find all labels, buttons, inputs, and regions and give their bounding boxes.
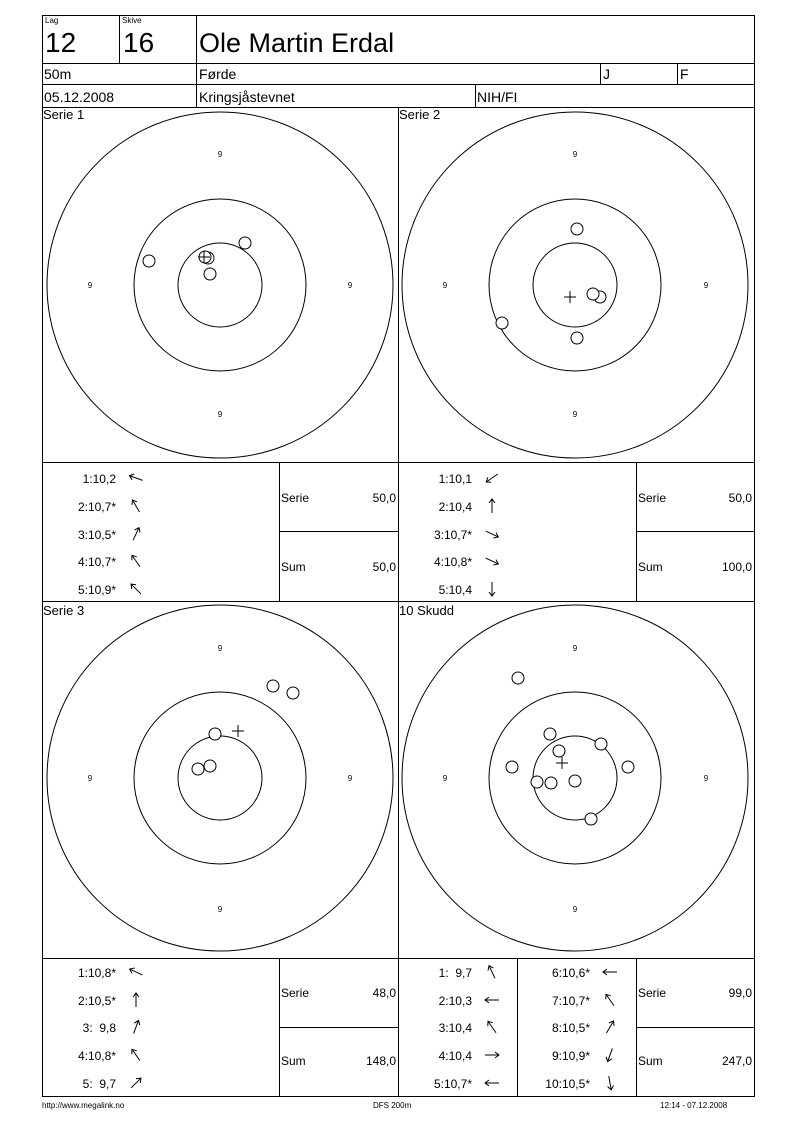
up-right-arrow [128,526,144,545]
panel-title: Serie 2 [399,107,441,122]
footer-timestamp: 12:14 - 07.12.2008 [660,1101,728,1110]
shot-row [48,1019,144,1038]
left-arrow [484,992,500,1011]
shot-row [404,470,500,489]
shot-value: 4:10,8* [77,1048,116,1063]
shot-value: 2:10,7* [77,499,116,514]
shot-row [404,1019,500,1038]
ring-label: 9 [347,281,353,290]
down-right-arrow [484,553,500,572]
ring-outer [47,112,393,458]
serie-value: 48,0 [372,986,396,1000]
ring-outer [402,112,748,458]
up-arrow [484,498,500,517]
group: NIH/FI [477,89,518,105]
sum-value: 100,0 [721,560,752,574]
shot-value: 4:10,8* [433,554,472,569]
shot-value: 10:10,5* [545,1076,590,1091]
panel-title: 10 Skudd [399,603,454,618]
class-b: F [680,66,689,82]
lag-value: 12 [45,27,77,58]
shot-value: 9:10,9* [551,1048,590,1063]
shot-row [520,1047,618,1066]
ring-label: 9 [703,774,709,783]
ring-label: 9 [347,774,353,783]
shot-hole [571,223,583,235]
shot-value: 8:10,5* [551,1020,590,1035]
up-right-arrow [128,1075,144,1094]
sum-value: 148,0 [365,1054,396,1068]
shot-hole [571,332,583,344]
ring-label: 9 [442,281,448,290]
shot-hole [553,745,565,757]
serie-label: Serie [638,986,667,1000]
center-mark [564,291,576,303]
sum-label: Sum [638,560,663,574]
shot-row [404,964,500,983]
shot-value: 2:10,4 [438,499,472,514]
shot-value: 5:10,7* [433,1076,472,1091]
ring-middle [134,199,306,371]
ring-label: 9 [217,410,223,419]
sum-value: 50,0 [372,560,396,574]
ring-outer [47,605,393,951]
ring-label: 9 [217,905,223,914]
serie-label: Serie [281,491,310,505]
down-left-arrow [484,470,500,489]
up-left-arrow [128,1047,144,1066]
shot-row [520,1019,618,1038]
center-mark [556,757,568,769]
shot-hole [506,761,518,773]
shot-hole [204,760,216,772]
up-right-arrow [602,1019,618,1038]
down-left-arrow [602,1047,618,1066]
shooter-name: Ole Martin Erdal [199,28,395,58]
shot-value: 4:10,4 [438,1048,472,1063]
shot-row [48,992,144,1011]
shot-row [404,992,500,1011]
ring-label: 9 [442,774,448,783]
shot-value: 3:10,5* [77,527,116,542]
left-arrow [128,964,144,983]
serie-value: 50,0 [728,491,752,505]
shot-value: 3:10,4 [438,1020,472,1035]
shot-value: 2:10,3 [438,993,472,1008]
sum-label: Sum [638,1054,663,1068]
shot-value: 5:10,9* [77,582,116,597]
skive-label: Skive [122,16,142,25]
shot-row [520,964,618,983]
shot-hole [512,672,524,684]
shot-hole [531,776,543,788]
shot-value: 6:10,6* [551,965,590,980]
down-right-arrow [484,526,500,545]
shot-row [48,581,144,600]
left-arrow [484,1075,500,1094]
up-left-arrow [128,553,144,572]
ring-inner [178,243,262,327]
shot-hole [287,687,299,699]
shot-hole [143,255,155,267]
shot-value: 5:10,4 [438,582,472,597]
shot-row [404,498,500,517]
shot-hole [192,763,204,775]
shot-row [404,526,500,545]
shot-hole [209,728,221,740]
right-arrow [484,1047,500,1066]
shot-hole [595,738,607,750]
event-name: Kringsjåstevnet [199,89,295,105]
serie-value: 50,0 [372,491,396,505]
ring-label: 9 [572,410,578,419]
ring-inner [178,736,262,820]
panel-title: Serie 3 [43,603,85,618]
class-a: J [603,66,610,82]
shot-row [404,581,500,600]
target-serie-3 [42,602,398,958]
shot-value: 5: 9,7 [82,1076,116,1091]
skive-value: 16 [123,27,155,58]
shot-value: 1:10,1 [438,471,472,486]
sum-label: Sum [281,1054,306,1068]
shot-hole [204,268,216,280]
shot-hole [496,317,508,329]
ring-inner [533,243,617,327]
ring-label: 9 [87,774,93,783]
shot-row [520,1075,618,1094]
up-left-arrow [128,498,144,517]
center-mark [232,725,244,737]
up-left-arrow [484,1019,500,1038]
shot-hole [569,775,581,787]
ring-label: 9 [217,150,223,159]
sum-value: 247,0 [721,1054,752,1068]
shot-row [48,964,144,983]
serie-label: Serie [638,491,667,505]
shot-row [48,498,144,517]
ring-label: 9 [572,644,578,653]
shot-row [520,992,618,1011]
shot-value: 4:10,7* [77,554,116,569]
serie-label: Serie [281,986,310,1000]
ring-label: 9 [217,644,223,653]
ring-middle [134,692,306,864]
up-arrow [128,992,144,1011]
shot-hole [587,288,599,300]
distance: 50m [44,66,72,82]
shot-value: 3:10,7* [433,527,472,542]
down-arrow [602,1075,618,1094]
left-arrow [602,964,618,983]
ring-label: 9 [572,150,578,159]
shot-value: 1:10,2 [82,471,116,486]
up-left-arrow [128,470,144,489]
shot-hole [545,777,557,789]
ring-label: 9 [87,281,93,290]
shot-row [404,1047,500,1066]
ring-label: 9 [703,281,709,290]
ring-label: 9 [572,905,578,914]
footer-system: DFS 200m [373,1101,412,1110]
target-serie-2 [398,108,754,462]
shot-value: 1:10,8* [77,965,116,980]
up-left-arrow [484,964,500,983]
shot-row [404,1075,500,1094]
target-10-skudd [398,602,754,958]
shot-hole [585,813,597,825]
date: 05.12.2008 [44,89,115,105]
shot-value: 3: 9,8 [82,1020,116,1035]
shot-row [48,1047,144,1066]
up-left-arrow [128,581,144,600]
target-serie-1 [42,108,398,462]
up-left-arrow [602,992,618,1011]
shot-row [48,1075,144,1094]
panel-title: Serie 1 [43,107,85,122]
shot-value: 2:10,5* [77,993,116,1008]
shot-value: 7:10,7* [551,993,590,1008]
shot-hole [239,237,251,249]
sum-label: Sum [281,560,306,574]
serie-value: 99,0 [728,986,752,1000]
shot-row [48,553,144,572]
up-right-arrow [128,1019,144,1038]
shot-hole [267,680,279,692]
shot-hole [622,761,634,773]
shot-row [404,553,500,572]
shot-value: 1: 9,7 [438,965,472,980]
footer-url: http://www.megalink.no [42,1101,125,1110]
shot-hole [544,728,556,740]
shot-row [48,526,144,545]
shot-row [48,470,144,489]
down-arrow [484,581,500,600]
club: Førde [199,66,237,82]
lag-label: Lag [45,16,59,25]
